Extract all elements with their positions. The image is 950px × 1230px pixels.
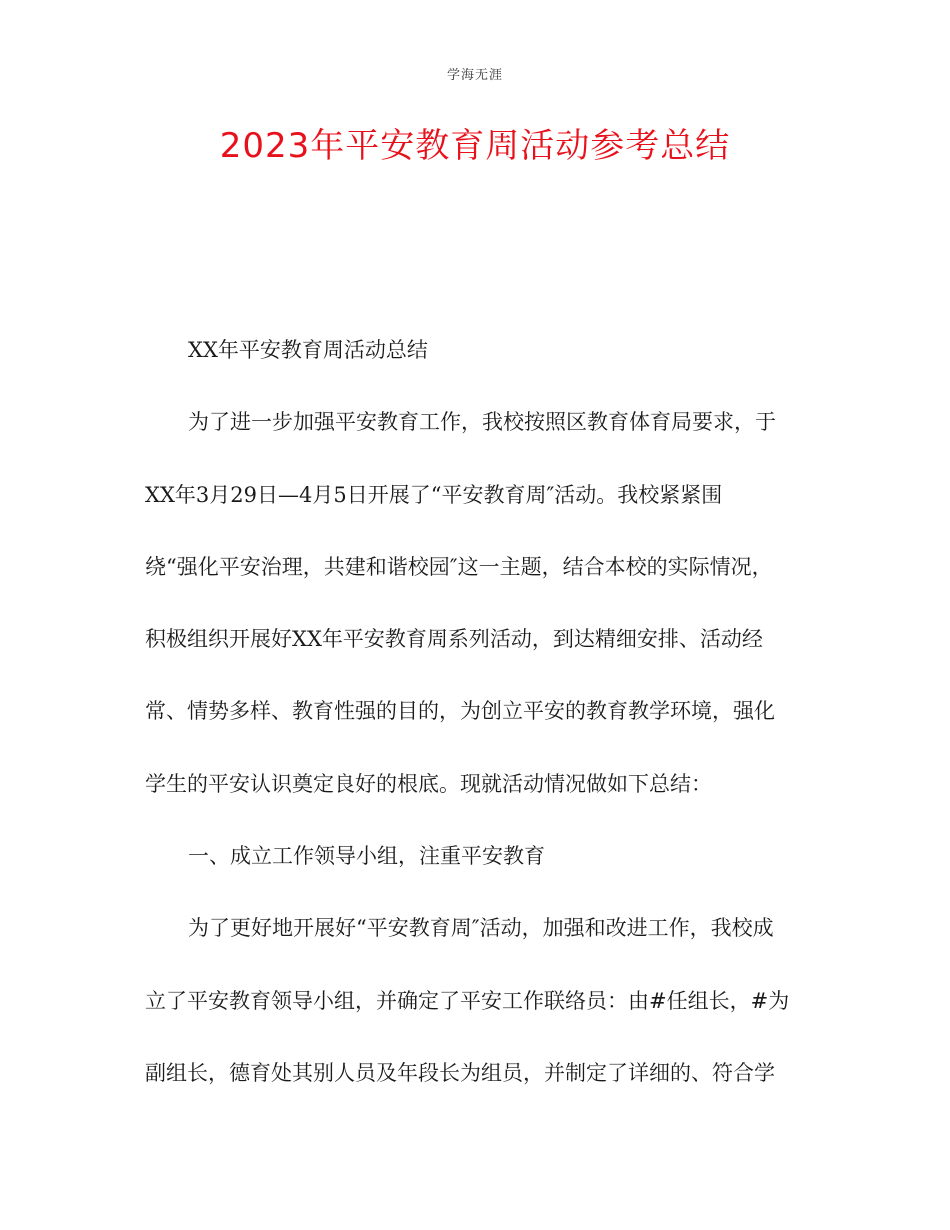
body-line-1: XX年平安教育周活动总结 xyxy=(188,338,428,362)
body-line-8: 一、成立工作领导小组，注重平安教育 xyxy=(188,844,545,869)
body-line-3: XX年3月29日—4月5日开展了“平安教育周″活动。我校紧紧围 xyxy=(145,482,723,507)
document-body xyxy=(145,314,815,1109)
body-line-11: 副组长，德育处其别人员及年段长为组员，并制定了详细的、符合学 xyxy=(145,1060,775,1085)
body-line-9: 为了更好地开展好“平安教育周″活动，加强和改进工作，我校成 xyxy=(188,916,774,941)
body-line-4: 绕“强化平安治理，共建和谐校园″这一主题，结合本校的实际情况， xyxy=(145,554,773,579)
body-line-10: 立了平安教育领导小组，并确定了平安工作联络员：由#任组长，#为 xyxy=(145,988,790,1013)
document-title: 2023年平安教育周活动参考总结 xyxy=(219,126,731,166)
body-line-7: 学生的平安认识奠定良好的根底。现就活动情况做如下总结： xyxy=(145,771,712,796)
page-header: 学海无涯 xyxy=(446,68,503,83)
body-line-5: 积极组织开展好XX年平安教育周系列活动，到达精细安排、活动经 xyxy=(145,627,763,652)
body-line-2: 为了进一步加强平安教育工作，我校按照区教育体育局要求，于 xyxy=(188,410,776,435)
body-line-6: 常、情势多样、教育性强的目的，为创立平安的教育教学环境，强化 xyxy=(145,699,775,724)
